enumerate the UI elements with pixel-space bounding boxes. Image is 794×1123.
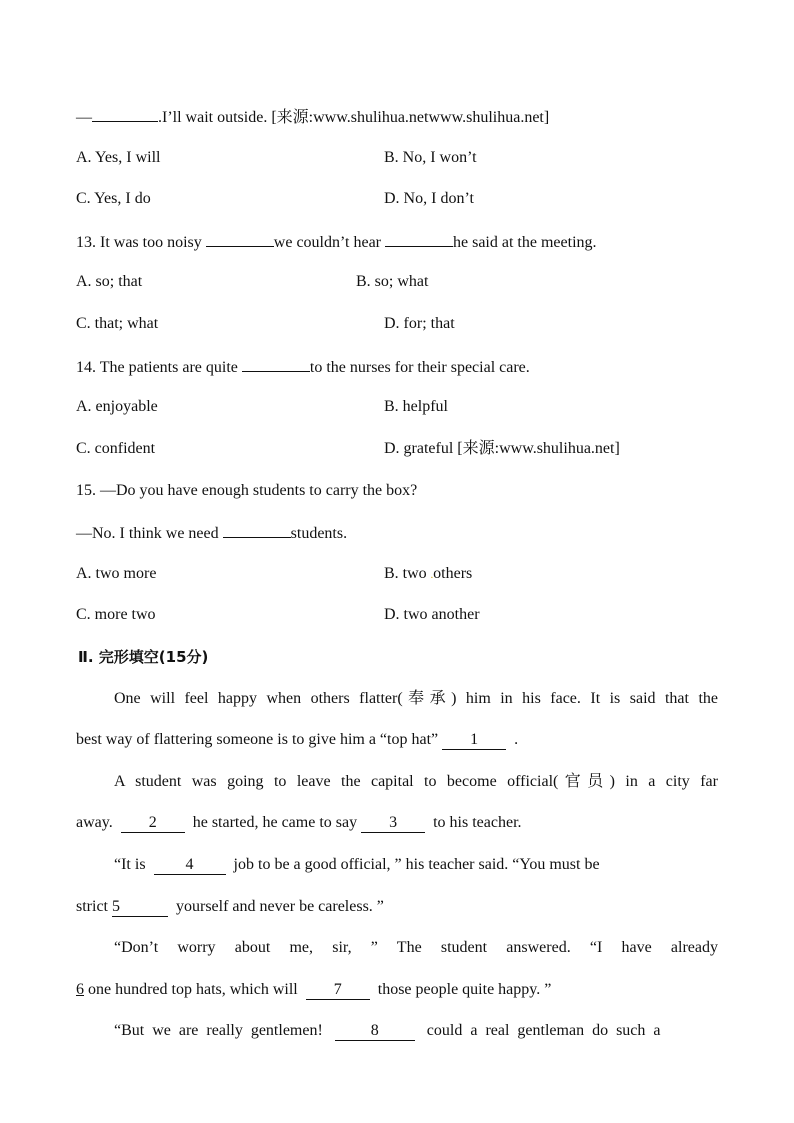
passage-line [114,1021,661,1041]
cloze-blank-4: 4 [154,856,226,875]
option-a: A. Yes, I will [76,149,161,166]
option-a: A. two more [76,565,157,582]
passage-text: those people quite happy. ” [377,981,552,998]
passage-text: yourself and never be careless. ” [176,898,384,915]
stem-end: he said at the meeting. [453,234,597,251]
passage-text: strict [76,898,108,915]
passage-text: one hundred top hats, which will [88,981,298,998]
option-d: D. grateful [来源:www.shulihua.net] [384,440,620,457]
passage-line [76,897,384,917]
passage-line: One will feel happy when others flatter(奉承) him in his face. It is said that the [114,690,718,707]
option-b: B. No, I won’t [384,149,477,166]
dot-mark: . [430,570,434,581]
option-b [384,564,472,586]
stem-start: 13. It was too noisy [76,234,202,251]
passage-text: “But we are really gentlemen! [114,1022,323,1039]
option-b: B. so; what [356,273,429,290]
passage-text: best way of flattering someone is to give him a “top hat” [76,731,439,748]
cloze-blank-6: 6 [76,981,84,998]
option-c: C. that; what [76,315,159,332]
answer-blank [242,356,310,372]
option-a: A. enjoyable [76,398,158,415]
stem-start: —No. I think we need [76,525,219,542]
passage-text: he started, he came to say [192,814,358,831]
passage-line [76,980,551,1000]
passage-line: A student was going to leave the capital to become official(官员) in a city far [114,773,718,790]
option-c: C. Yes, I do [76,190,151,207]
passage-text: job to be a good official, ” his teacher said. “You must be [233,856,600,873]
passage-text: could a real gentleman do such a [426,1022,661,1039]
passage-text: to his teacher. [433,814,522,831]
stem-text: .I’ll wait outside. [来源:www.shulihua.netwww.shulihua.net] [158,109,550,126]
passage-line [76,813,522,833]
question-12-stem [76,106,549,126]
stem-mid: we couldn’t hear [273,234,381,251]
cloze-blank-7: 7 [306,981,370,1000]
question-15-stem: 15. —Do you have enough students to carry the box? [76,482,418,499]
passage-line [114,855,600,875]
option-d: D. for; that [384,315,455,332]
stem-end: students. [290,525,348,542]
passage-line [76,730,518,750]
passage-text: . [514,731,519,748]
option-d: D. No, I don’t [384,190,474,207]
question-14-stem [76,356,530,376]
answer-blank [206,231,274,247]
answer-blank [385,231,453,247]
option-d: D. two another [384,606,480,623]
option-c: C. more two [76,606,156,623]
passage-text: “It is [114,856,146,873]
question-15-response [76,522,347,542]
question-13-stem [76,231,597,251]
option-c: C. confident [76,440,156,457]
option-b-end: others [433,565,473,582]
cloze-blank-5: 5 [112,898,168,917]
section-title: Ⅱ. 完形填空(15分) [78,648,209,666]
answer-blank [92,106,158,122]
passage-text: away. [76,814,113,831]
passage-line: “Don’t worry about me, sir, ” The student answered. “I have already [114,939,718,956]
cloze-blank-8: 8 [335,1022,415,1041]
option-b: B. helpful [384,398,448,415]
cloze-blank-3: 3 [361,814,425,833]
dash: — [76,109,92,126]
stem-end: to the nurses for their special care. [309,359,530,376]
option-b-start: B. two [384,565,427,582]
cloze-blank-1: 1 [442,731,506,750]
stem-start: 14. The patients are quite [76,359,238,376]
answer-blank [223,522,291,538]
cloze-blank-2: 2 [121,814,185,833]
option-a: A. so; that [76,273,143,290]
